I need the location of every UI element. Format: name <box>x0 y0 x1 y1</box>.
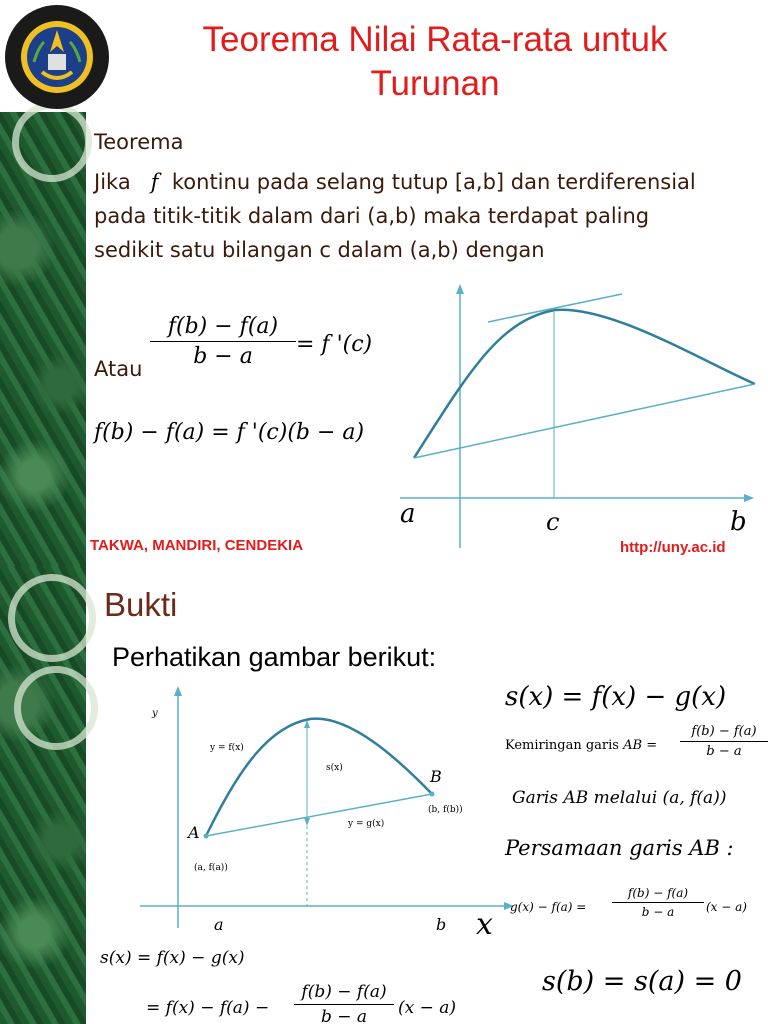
graph-label-a: a <box>400 499 416 529</box>
bottom-line2-rhs: (x − a) <box>398 998 457 1018</box>
fig-point-B: B <box>430 767 442 786</box>
fig-tick-a: a <box>214 915 224 934</box>
bottom-s-definition: s(x) = f(x) − g(x) <box>100 948 245 968</box>
slide-subtitle: Perhatikan gambar berikut: <box>112 642 437 672</box>
fig-coord-B: (b, f(b)) <box>428 805 463 815</box>
eq-g-fraction: f(b) − f(a) b − a <box>612 886 704 919</box>
kemiringan-fraction: f(b) − f(a) b − a <box>680 724 768 759</box>
fig-yfx-label: y = f(x) <box>210 743 244 753</box>
graph-label-c: c <box>546 508 560 536</box>
label-atau: Atau <box>94 357 143 381</box>
footer-motto: TAKWA, MANDIRI, CENDEKIA <box>90 537 304 554</box>
fig-x-axis-label: x <box>476 907 493 942</box>
bottom-line2-lhs: = f(x) − f(a) − <box>146 998 270 1018</box>
theorem-line-2: pada titik-titik dalam dari (a,b) maka terdapat paling <box>94 204 650 228</box>
equation-1-fraction: f(b) − f(a) b − a <box>150 314 296 369</box>
heading-teorema: Teorema <box>94 130 184 154</box>
slide-2 <box>0 566 768 1024</box>
theorem-line-3: sedikit satu bilangan c dalam (a,b) dengan <box>94 238 545 262</box>
bottom-line2-fraction: f(b) − f(a) b − a <box>294 982 394 1024</box>
fig-coord-A: (a, f(a)) <box>194 863 228 873</box>
eq-sb-sa-zero: s(b) = s(a) = 0 <box>542 966 742 997</box>
proof-graph <box>130 686 530 946</box>
slide-title-bukti: Bukti <box>104 586 178 623</box>
eq-g-lhs: g(x) − f(a) = <box>510 900 587 914</box>
fig-sx-label: s(x) <box>326 763 343 773</box>
garis-melalui: Garis AB melalui (a, f(a)) <box>512 788 727 808</box>
fig-ygx-label: y = g(x) <box>348 819 385 829</box>
theorem-line-1: Jika f kontinu pada selang tutup [a,b] dan terdiferensial <box>94 170 696 194</box>
mvt-graph <box>380 280 768 550</box>
ring-ornament <box>12 102 92 182</box>
kemiringan-label: Kemiringan garis AB = <box>505 738 658 753</box>
footer-url[interactable]: http://uny.ac.id <box>620 539 726 556</box>
graph-label-b: b <box>730 507 747 537</box>
slide-title: Teorema Nilai Rata-rata untuk Turunan <box>202 20 668 103</box>
fig-y-axis-label: y <box>152 708 158 719</box>
fig-tick-b: b <box>436 915 447 934</box>
university-logo <box>4 2 110 112</box>
equation-2: f(b) − f(a) = f '(c)(b − a) <box>94 420 365 445</box>
eq-s-definition: s(x) = f(x) − g(x) <box>505 682 727 712</box>
fig-point-A: A <box>188 823 200 842</box>
persamaan-garis: Persamaan garis AB : <box>505 836 734 860</box>
ring-ornament-2b <box>14 666 98 750</box>
eq-g-rhs: (x − a) <box>706 900 747 914</box>
ring-ornament-2a <box>8 574 96 662</box>
equation-1-rhs: = f '(c) <box>296 332 373 357</box>
